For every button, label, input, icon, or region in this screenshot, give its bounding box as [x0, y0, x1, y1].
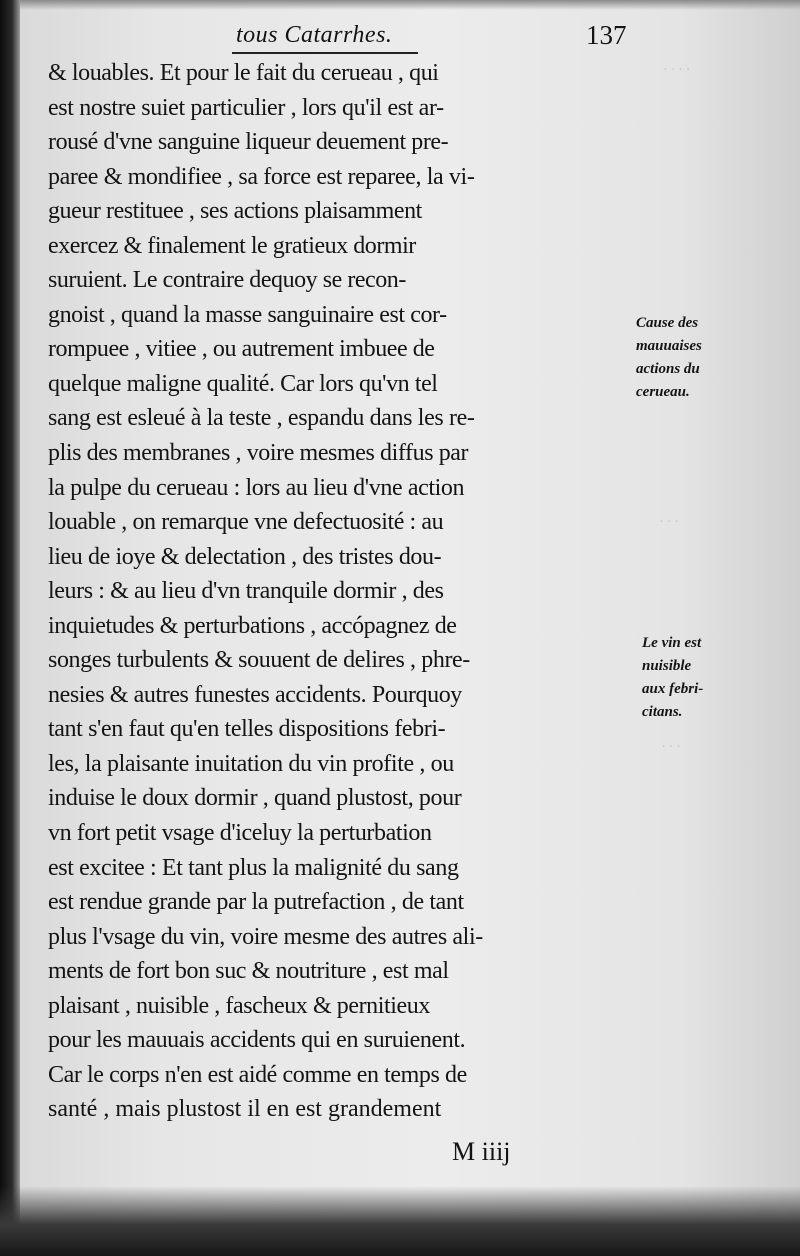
- margin-note-line: citans.: [642, 704, 683, 720]
- text-line: suruient. Le contraire dequoy se recon-: [48, 267, 406, 294]
- margin-note-line: actions du: [636, 361, 700, 377]
- text-line: gnoist , quand la masse sanguinaire est cor-: [48, 301, 447, 328]
- margin-note-line: nuisible: [642, 658, 692, 674]
- show-through-mark: . . . .: [664, 58, 691, 74]
- text-line: & louables. Et pour le fait du cerueau , qui: [48, 60, 439, 86]
- text-line: ments de fort bon suc & noutriture , est mal: [48, 958, 449, 985]
- text-line: sang est esleué à la teste , espandu dans les re-: [48, 405, 475, 432]
- margin-note-line: Cause des: [636, 315, 699, 331]
- text-line: leurs : & au lieu d'vn tranquile dormir , des: [48, 578, 444, 605]
- text-line: exercez & finalement le gratieux dormir: [48, 232, 416, 259]
- page-number: 137: [586, 20, 627, 50]
- text-line: louable , on remarque vne defectuosité : au: [48, 509, 444, 536]
- text-line: plis des membranes , voire mesmes diffus par: [48, 440, 469, 467]
- text-line: nesies & autres funestes accidents. Pourquoy: [48, 681, 462, 708]
- text-line: est excitee : Et tant plus la malignité du sang: [48, 854, 459, 881]
- scan-bottom-shadow: [0, 1186, 800, 1256]
- text-line: Car le corps n'en est aidé comme en temps de: [48, 1061, 467, 1088]
- margin-note-line: Le vin est: [642, 635, 702, 651]
- text-line: rompuee , vitiee , ou autrement imbuee de: [48, 336, 435, 363]
- text-line: vn fort petit vsage d'iceluy la perturbation: [48, 820, 432, 847]
- running-head: tous Catarrhes.: [236, 22, 393, 48]
- show-through-mark: . . .: [662, 735, 681, 751]
- text-line: est rendue grande par la putrefaction , de tant: [48, 889, 464, 916]
- show-through-mark: . . .: [660, 510, 679, 526]
- margin-note-line: mauuaises: [636, 338, 702, 354]
- text-line: la pulpe du cerueau : lors au lieu d'vne action: [48, 474, 465, 501]
- running-head-rule: [232, 52, 418, 54]
- text-line: pour les mauuais accidents qui en suruienent.: [48, 1027, 466, 1054]
- text-line: lieu de ioye & delectation , des tristes dou-: [48, 543, 442, 570]
- text-line: induise le doux dormir , quand plustost, pour: [48, 785, 462, 812]
- text-line: inquietudes & perturbations , accópagnez de: [48, 612, 457, 639]
- text-line: plaisant , nuisible , fascheux & pernitieux: [48, 992, 430, 1019]
- text-line: songes turbulents & souuent de delires , phre-: [48, 647, 470, 674]
- text-line: gueur restituee , ses actions plaisamment: [48, 198, 422, 225]
- text-line: tant s'en faut qu'en telles dispositions febri-: [48, 716, 446, 743]
- scan-left-border: [0, 0, 20, 1256]
- margin-note-cause: [636, 312, 702, 404]
- text-line: paree & mondifiee , sa force est reparee, la vi-: [48, 163, 475, 190]
- body-text: [48, 56, 648, 1127]
- text-line: rousé d'vne sanguine liqueur deuement pre-: [48, 129, 449, 156]
- text-line: est nostre suiet particulier , lors qu'il est ar-: [48, 94, 444, 121]
- text-line: plus l'vsage du vin, voire mesme des autres ali-: [48, 923, 483, 950]
- scan-top-shadow: [0, 0, 800, 10]
- margin-note-line: aux febri-: [642, 681, 704, 697]
- signature-mark: M iiij: [452, 1137, 511, 1166]
- margin-note-line: cerueau.: [636, 384, 690, 400]
- text-line: quelque maligne qualité. Car lors qu'vn tel: [48, 370, 438, 397]
- text-line: les, la plaisante inuitation du vin profite , ou: [48, 750, 454, 777]
- margin-note-vin: [642, 632, 703, 724]
- text-line: santé , mais plustost il en est grandement: [48, 1096, 442, 1123]
